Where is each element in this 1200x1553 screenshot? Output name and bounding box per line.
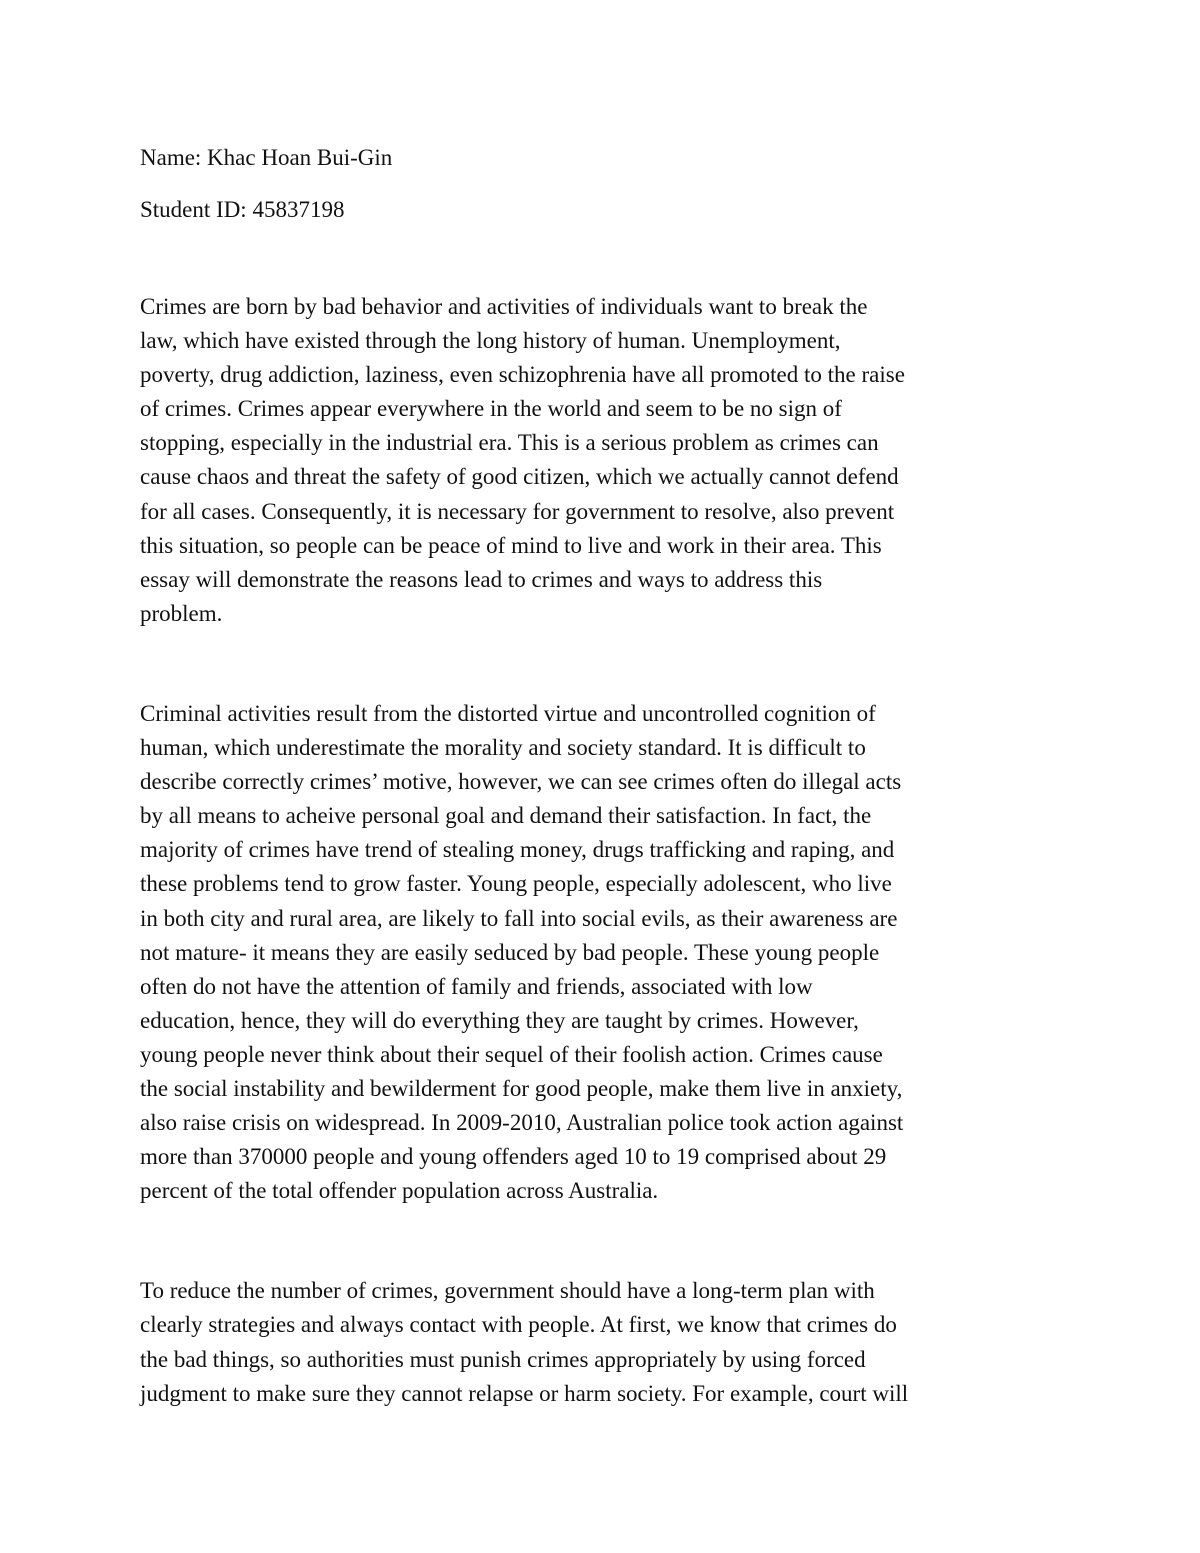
text-line: majority of crimes have trend of stealing money, drugs trafficking and raping, and bbox=[140, 837, 895, 863]
text-line: problem. bbox=[140, 600, 223, 626]
text-line: of crimes. Crimes appear everywhere in the world and seem to be no sign of bbox=[140, 396, 842, 422]
text-line: describe correctly crimes’ motive, however, we can see crimes often do illegal acts bbox=[140, 769, 902, 795]
text-line: in both city and rural area, are likely to fall into social evils, as their awareness are bbox=[140, 905, 898, 931]
student-id: Student ID: 45837198 bbox=[140, 197, 345, 222]
text-line: Crimes are born by bad behavior and activities of individuals want to break the bbox=[140, 294, 868, 319]
text-line: judgment to make sure they cannot relapse or harm society. For example, court will bbox=[140, 1380, 909, 1406]
text-line: cause chaos and threat the safety of good citizen, which we actually cannot defend bbox=[140, 464, 899, 490]
text-line: for all cases. Consequently, it is necessary for government to resolve, also prevent bbox=[140, 498, 895, 524]
student-header bbox=[140, 143, 1070, 224]
text-line: percent of the total offender population across Australia. bbox=[140, 1178, 659, 1204]
text-line: law, which have existed through the long history of human. Unemployment, bbox=[140, 328, 841, 354]
text-line: poverty, drug addiction, laziness, even schizophrenia have all promoted to the raise bbox=[140, 362, 905, 388]
text-line: also raise crisis on widespread. In 2009-2010, Australian police took action against bbox=[140, 1110, 904, 1136]
text-line: the social instability and bewilderment for good people, make them live in anxiety, bbox=[140, 1075, 903, 1101]
text-line: the bad things, so authorities must punish crimes appropriately by using forced bbox=[140, 1346, 866, 1372]
text-line: stopping, especially in the industrial era. This is a serious problem as crimes can bbox=[140, 430, 879, 456]
text-line: education, hence, they will do everything they are taught by crimes. However, bbox=[140, 1007, 859, 1033]
text-line: Criminal activities result from the distorted virtue and uncontrolled cognition of bbox=[140, 700, 876, 726]
paragraph-causes bbox=[140, 697, 1070, 1208]
document-body bbox=[140, 143, 1070, 1411]
text-line: human, which underestimate the morality and society standard. It is difficult to bbox=[140, 735, 866, 761]
text-line: To reduce the number of crimes, government should have a long-term plan with bbox=[140, 1278, 875, 1304]
text-line: more than 370000 people and young offenders aged 10 to 19 comprised about 29 bbox=[140, 1144, 887, 1170]
paragraph-introduction bbox=[140, 290, 1070, 631]
text-line: these problems tend to grow faster. Young people, especially adolescent, who live bbox=[140, 871, 892, 897]
text-line: not mature- it means they are easily seduced by bad people. These young people bbox=[140, 939, 880, 965]
student-name: Name: Khac Hoan Bui-Gin bbox=[140, 145, 393, 170]
text-line: essay will demonstrate the reasons lead to crimes and ways to address this bbox=[140, 566, 823, 592]
text-line: clearly strategies and always contact with people. At first, we know that crimes do bbox=[140, 1312, 897, 1338]
paragraph-solutions bbox=[140, 1274, 1070, 1410]
text-line: often do not have the attention of family and friends, associated with low bbox=[140, 973, 813, 999]
text-line: by all means to acheive personal goal and demand their satisfaction. In fact, the bbox=[140, 803, 872, 829]
text-line: this situation, so people can be peace of mind to live and work in their area. This bbox=[140, 532, 882, 558]
text-line: young people never think about their sequel of their foolish action. Crimes cause bbox=[140, 1041, 883, 1067]
